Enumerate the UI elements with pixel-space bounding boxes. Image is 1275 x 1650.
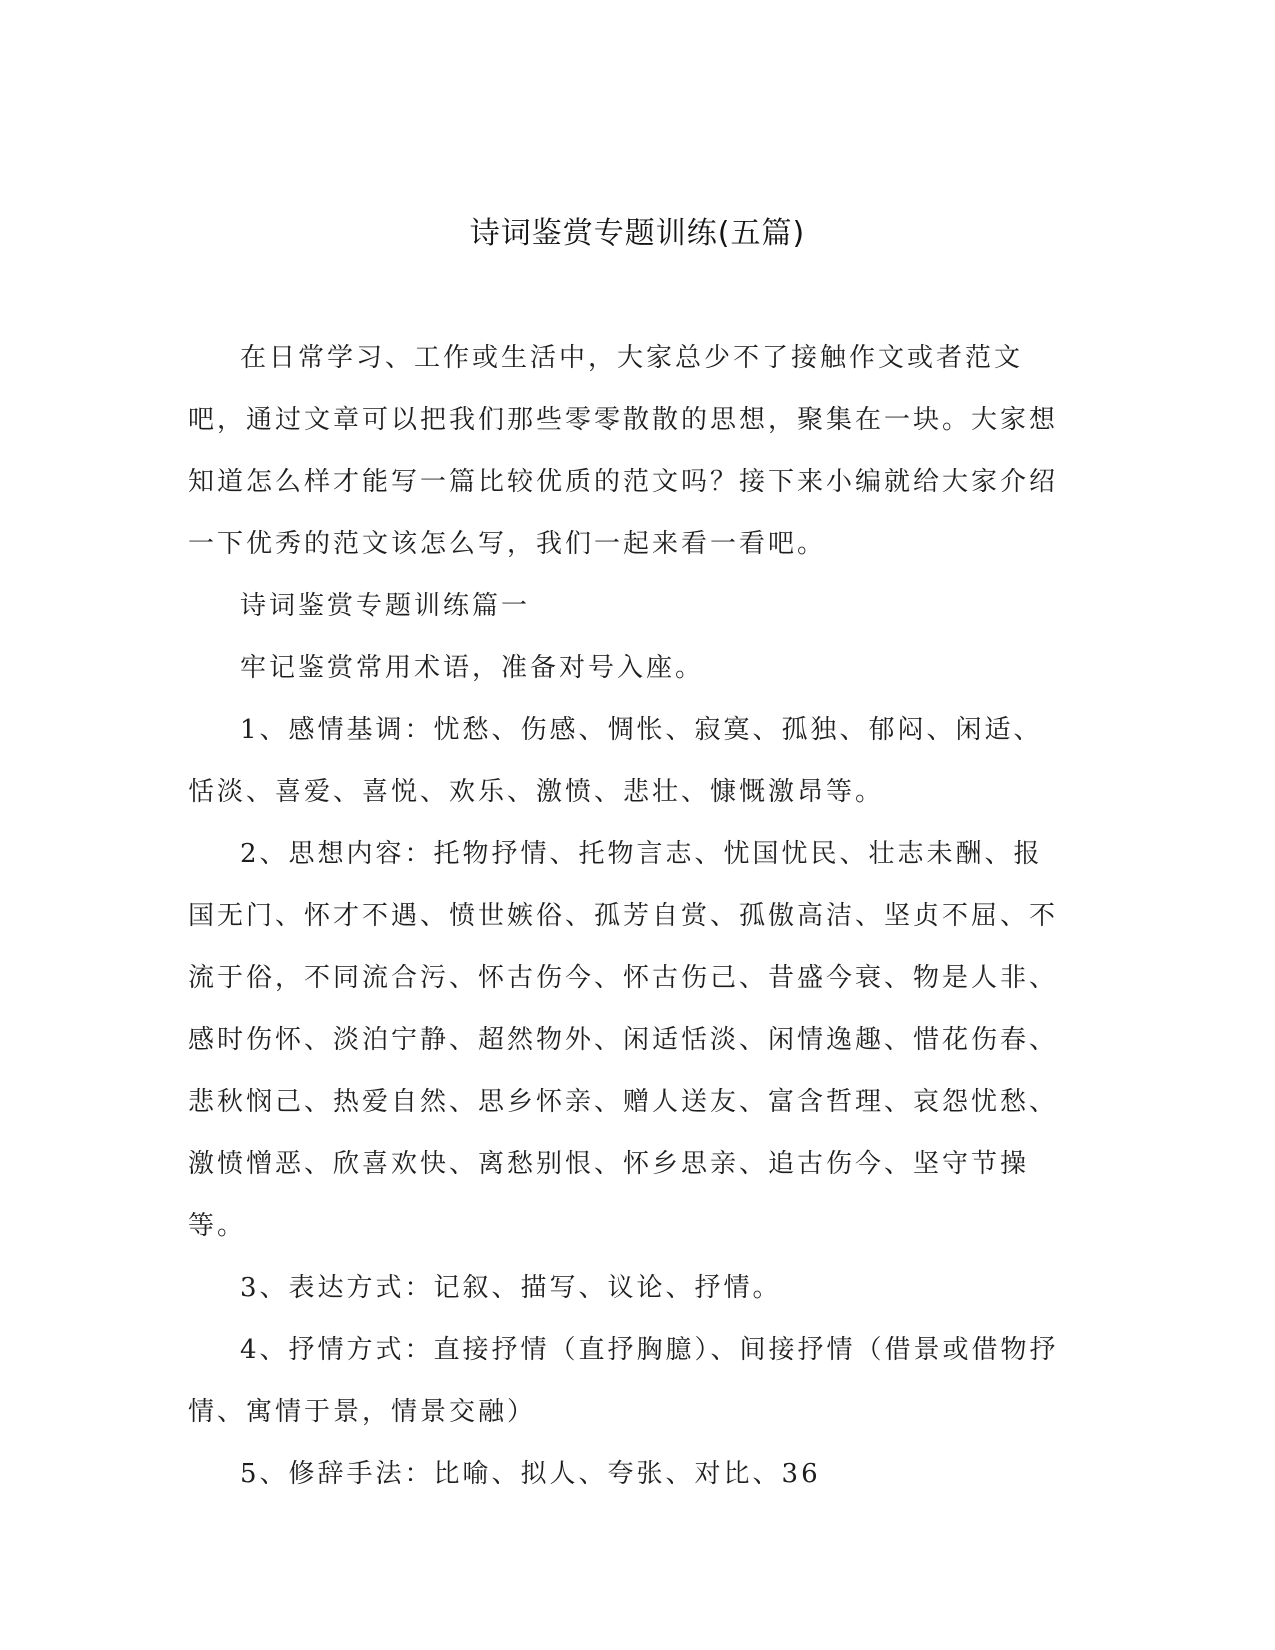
document-title: 诗词鉴赏专题训练(五篇) [469,216,806,251]
list-item: 4、抒情方式：直接抒情（直抒胸臆）、间接抒情（借景或借物抒情、寓情于景，情景交融） [188,1335,1059,1427]
list-item: 1、感情基调：忧愁、伤感、惆怅、寂寞、孤独、郁闷、闲适、恬淡、喜爱、喜悦、欢乐、激愤、悲壮、慷慨激昂等。 [188,715,1043,807]
section-heading: 诗词鉴赏专题训练篇一 [240,591,531,621]
list-item: 5、修辞手法：比喻、拟人、夸张、对比、36 [240,1459,821,1489]
document-body [188,327,1068,1505]
list-item: 2、思想内容：托物抒情、托物言志、忧国忧民、壮志未酬、报国无门、怀才不遇、愤世嫉俗、孤芳自赏、孤傲高洁、坚贞不屈、不流于俗，不同流合污、怀古伤今、怀古伤己、昔盛今衰、物是人非、感时伤怀、淡泊宁静、超然物外、闲适恬淡、闲情逸趣、惜花伤春、悲秋悯己、热爱自然、思乡怀亲、赠人送友、富含哲理、哀怨忧愁、激愤憎恶、欣喜欢快、离愁别恨、怀乡思亲、追古伤今、坚守节操等。 [188,839,1059,1241]
intro-paragraph: 在日常学习、工作或生活中，大家总少不了接触作文或者范文吧，通过文章可以把我们那些零零散散的思想，聚集在一块。大家想知道怎么样才能写一篇比较优质的范文吗？接下来小编就给大家介绍一下优秀的范文该怎么写，我们一起来看一看吧。 [188,343,1059,559]
list-item: 3、表达方式：记叙、描写、议论、抒情。 [240,1273,782,1303]
paragraph: 牢记鉴赏常用术语，准备对号入座。 [240,653,705,683]
